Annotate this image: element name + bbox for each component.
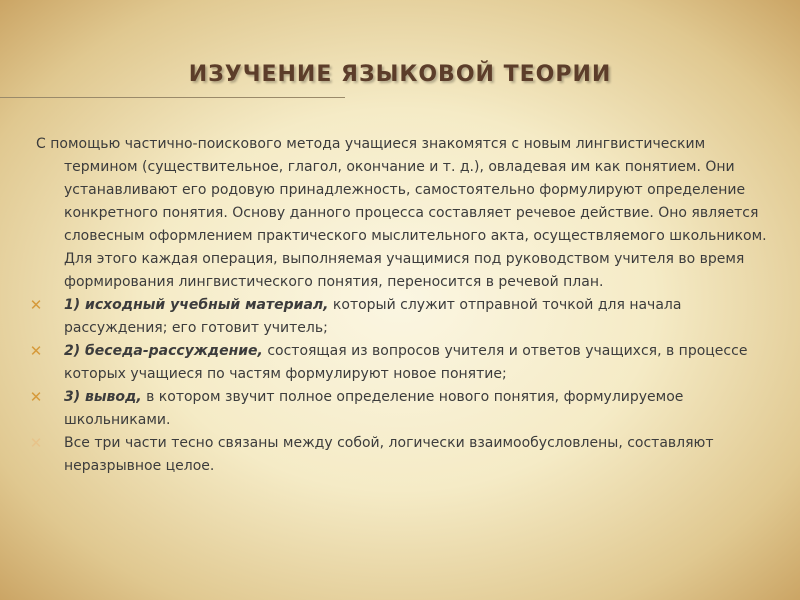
x-mark-icon: ✕ [29, 434, 43, 452]
list-item-lead: 2) беседа-рассуждение, [64, 343, 263, 359]
intro-paragraph: С помощью частично-поискового метода учащиеся знакомятся с новым лингвистическим термином (существительное, глагол, окончание и т. д.), овладевая им как понятием. Они устанавливают его родовую принадлежность, самостоятельно формулируют определение конкретного понятия. Основу данного процесса составляет речевое действие. Оно является словесным оформлением практического мыслительного акта, осуществляемого школьником. Для этого каждая операция, выполняемая учащимися под руководством учителя во время формирования лингвистического понятия, переносится в речевой план. [36, 136, 767, 290]
list-item [28, 386, 778, 432]
title-divider [0, 97, 345, 98]
list-item-lead: 1) исходный учебный материал, [64, 297, 329, 313]
list-item-text: Все три части тесно связаны между собой, логически взаимообусловлены, составляют неразрывное целое. [64, 435, 714, 474]
x-mark-icon: ✕ [29, 296, 43, 314]
list-item-text: состоящая из вопросов учителя и ответов учащихся, в процессе которых учащиеся по частям формулируют новое понятие; [64, 343, 748, 382]
x-mark-icon: ✕ [29, 388, 43, 406]
list-item-text: в котором звучит полное определение нового понятия, формулируемое школьниками. [64, 389, 684, 428]
slide-body [28, 133, 778, 478]
x-mark-icon: ✕ [29, 342, 43, 360]
list-item [28, 340, 778, 386]
list-item-lead: 3) вывод, [64, 389, 142, 405]
slide-title: ИЗУЧЕНИЕ ЯЗЫКОВОЙ ТЕОРИИ [188, 62, 612, 87]
list-item [28, 432, 778, 478]
list-item-text: который служит отправной точкой для начала рассуждения; его готовит учитель; [64, 297, 682, 336]
list-item [28, 294, 778, 340]
